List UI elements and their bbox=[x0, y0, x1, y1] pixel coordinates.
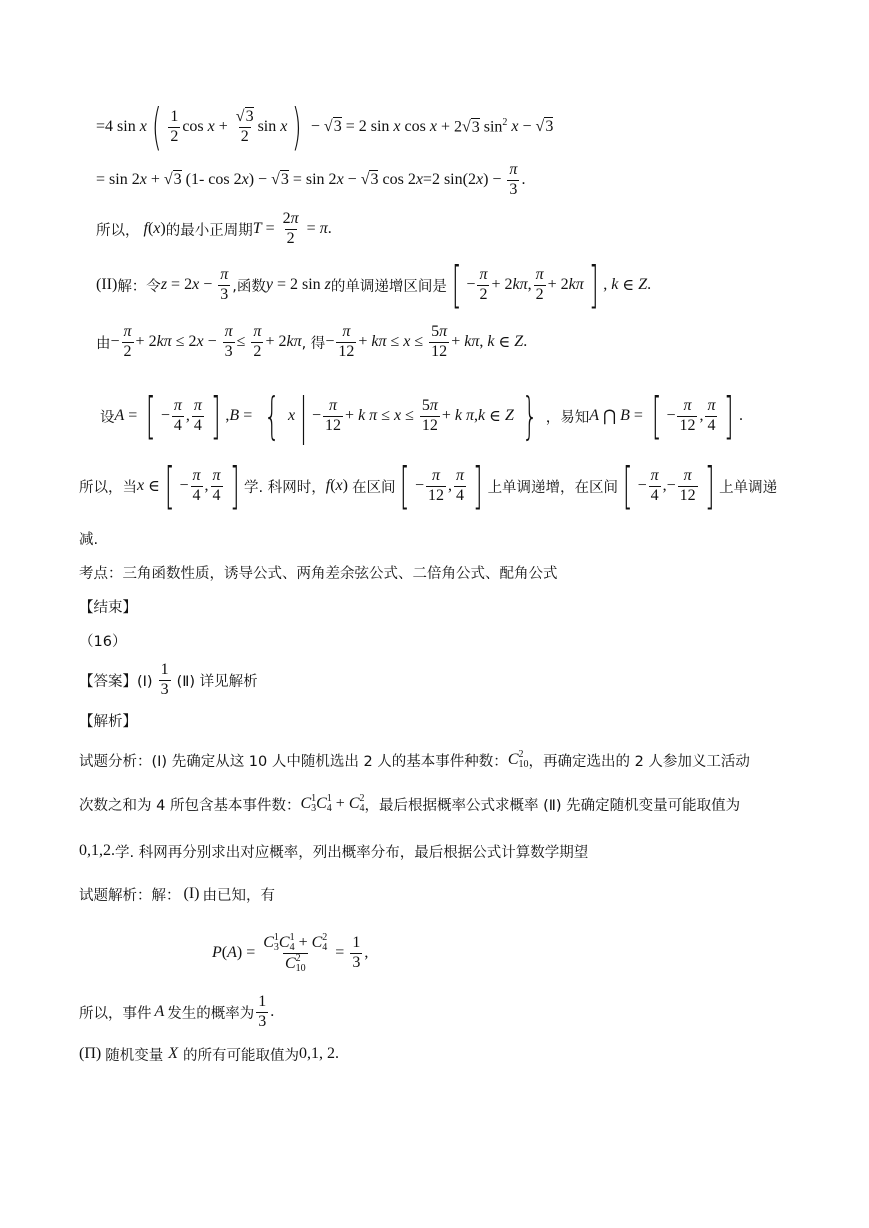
text: 试题解析：解： bbox=[79, 887, 181, 904]
text: 次数之和为 4 所包含基本事件数： bbox=[79, 797, 301, 814]
end-marker bbox=[79, 596, 137, 617]
text: ，易知 bbox=[545, 409, 590, 426]
text: 的单调递增区间是 bbox=[330, 278, 447, 295]
probability-formula: P ( A ) = C 1 3 C 1 4 + C 2 4 C 2 10 = $\frac{1}{3}$ , bbox=[212, 931, 369, 974]
text: 的所有可能取值为 bbox=[183, 1047, 299, 1064]
text: 0,1,2. bbox=[79, 842, 115, 859]
period-line: 所以， f ( x ) 的最小正周期 T = $\frac{2\pi}{2}$ = π . bbox=[96, 210, 332, 247]
text: ,函数 bbox=[232, 278, 266, 295]
text: 在区间 bbox=[351, 479, 396, 496]
text: 所以，当 bbox=[79, 479, 137, 496]
text: X bbox=[168, 1045, 178, 1062]
text: 考点：三角函数性质，诱导公式、两角差余弦公式、二倍角公式、配角公式 bbox=[79, 566, 558, 582]
text: 0,1, 2. bbox=[299, 1045, 339, 1062]
keypoints-line bbox=[79, 562, 558, 583]
analysis-line-2: 次数之和为 4 所包含基本事件数： C 1 3 C 1 4 + C 2 4 ，最后根据概率公式求概率 (Ⅱ) 先确定随机变量可能取值为 bbox=[79, 793, 741, 814]
text: 学. 科网时， bbox=[244, 479, 326, 496]
text: 上单调递增，在区间 bbox=[487, 479, 619, 496]
conclusion-line: 所以，当 x ∈ [ − $\frac{\pi}{4}$ , $\frac{\pi}{4}$ ] 学. 科网时， f ( x ) 在区间 [ − $\frac{\pi}{12}$ , $\frac{\pi}{4}$ ] 上单调递增，在区间 [ − $\frac{\pi}{4}$ ,− $\frac{\pi}{12}$ ] 上单调递 bbox=[79, 457, 778, 515]
analysis-heading bbox=[79, 710, 137, 731]
text: 学. 科网再分别求出对应概率，列出概率分布，最后根据公式计算数学期望 bbox=[115, 844, 589, 861]
text: 的最小正周期 bbox=[165, 222, 253, 239]
text-line bbox=[79, 528, 98, 549]
text: 上单调递 bbox=[719, 479, 778, 496]
random-variable-line bbox=[79, 1042, 339, 1066]
monotonic-line: (II) 解：令 z = 2 x − $\frac{\pi}{3}$ ,函数 y = 2 sin z 的单调递增区间是 [ − $\frac{\pi}{2}$ + 2 kπ , $\frac{\pi}{2}$ + 2 kπ ] , k ∈ Z . bbox=[96, 256, 652, 314]
text: 所以，事件 bbox=[79, 1005, 152, 1022]
text: 由已知，有 bbox=[202, 887, 275, 904]
equation-line-1: =4 sin x ( $\frac{1}{2}$ cos x + $\frac{√3}{2}$ sin x ) − √3 = 2 sin x cos x + 2√3 $\sin^2$ x − √3 bbox=[96, 98, 554, 156]
text: 发生的概率为 bbox=[167, 1005, 255, 1022]
question-number bbox=[79, 630, 126, 651]
text: 【结束】 bbox=[79, 600, 137, 616]
text: 设 bbox=[100, 409, 115, 426]
text: , 得 bbox=[301, 335, 326, 352]
text: 所以， bbox=[96, 222, 140, 239]
text: 解：令 bbox=[117, 278, 161, 295]
text: 【解析】 bbox=[79, 714, 137, 730]
part-label: (II) bbox=[96, 276, 118, 293]
text: (I) bbox=[183, 885, 200, 902]
text: （16） bbox=[79, 634, 127, 650]
text: (Π) bbox=[79, 1045, 102, 1062]
text: (Ⅱ) 详见解析 bbox=[176, 673, 258, 690]
analysis-line-1: 试题分析：(Ⅰ) 先确定从这 10 人中随机选出 2 人的基本事件种数： C 2 10 ，再确定选出的 2 人参加义工活动 bbox=[79, 749, 750, 770]
solution-line bbox=[79, 882, 275, 906]
text: A bbox=[154, 1003, 165, 1020]
analysis-line-3 bbox=[79, 838, 588, 864]
text: ，最后根据概率公式求概率 (Ⅱ) 先确定随机变量可能取值为 bbox=[364, 797, 741, 814]
text: ，再确定选出的 2 人参加义工活动 bbox=[528, 753, 750, 770]
text: 随机变量 bbox=[105, 1047, 164, 1064]
inequality-line: 由 − $\frac{\pi}{2}$ + 2 kπ ≤ 2 x − $\frac{\pi}{3}$ ≤ $\frac{\pi}{2}$ + 2 kπ , 得 − $\frac{\pi}{12}$ + kπ ≤ x ≤ $\frac{5\pi}{12}$ + kπ , k ∈ Z . bbox=[96, 323, 528, 360]
equation-line-2: = sin 2 x + √3 (1- cos 2 x ) − √3 = sin 2 x − √3 cos 2 x =2 sin(2 x ) − $\frac{\pi}{3}$ . bbox=[96, 161, 526, 198]
text: 减. bbox=[79, 532, 99, 548]
probability-result: 所以，事件 A 发生的概率为 $\frac{1}{3}$ . bbox=[79, 993, 275, 1030]
set-line: 设 A = [ − $\frac{\pi}{4}$ , $\frac{\pi}{4}$ ] , B = { x | − $\frac{\pi}{12}$ + k π ≤ x ≤ $\frac{5\pi}{12}$ + k π , k ∈ Z } ，易知 A ⋂ B = [ − $\frac{\pi}{12}$ , $\frac{\pi}{4}$ ] . bbox=[100, 387, 743, 445]
text: 【答案】(Ⅰ) bbox=[79, 673, 153, 690]
text: 由 bbox=[96, 335, 111, 352]
text: 试题分析：(Ⅰ) 先确定从这 10 人中随机选出 2 人的基本事件种数： bbox=[79, 753, 508, 770]
answer-line: 【答案】(Ⅰ) $\frac{1}{3}$ (Ⅱ) 详见解析 bbox=[79, 661, 258, 698]
